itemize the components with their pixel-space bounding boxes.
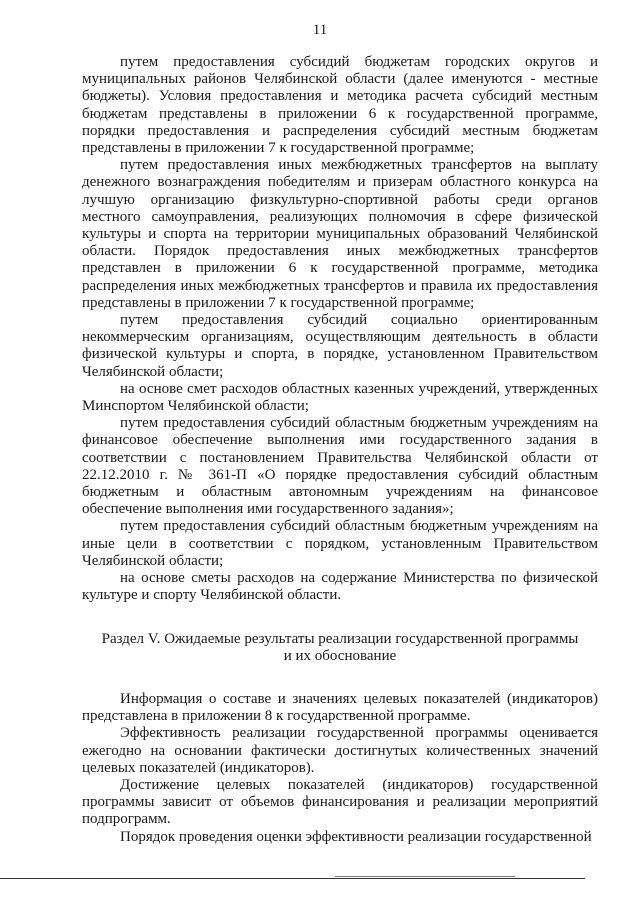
paragraph-nonprofit-subsidies: путем предоставления субсидий социально ориентированным некоммерческим организациям, осуществляющим деятельность в области физической культуры и спорта, в порядке, установленном Правительством Челябинской области; [82,312,598,380]
document-body [82,54,598,846]
section-heading-line-2: и их обоснование [283,647,397,664]
paragraph-indicators-achievement: Достижение целевых показателей (индикаторов) государственной программы зависит от объемов финансирования и реализации мероприятий подпрограмм. [82,776,598,828]
section-heading-line-1: Раздел V. Ожидаемые результаты реализации государственной программы [101,630,579,647]
page-number: 11 [312,22,328,38]
section-heading [82,631,598,665]
paragraph-state-assignment-subsidies: путем предоставления субсидий областным бюджетным учреждениям на финансовое обеспечение выполнения ими государственного задания в соответствии с постановлением Правительства Челябинской области от 22.12.2010 г. № 361-П «О порядке предоставления субсидий областным бюджетным и областным автономным учреждениям на финансовое обеспечение выполнения ими государственного задания»; [82,415,598,518]
footer-divider-short [335,876,515,877]
paragraph-evaluation-procedure: Порядок проведения оценки эффективности реализации государственной [120,828,592,845]
paragraph-indicators-info: Информация о составе и значениях целевых показателей (индикаторов) представлена в приложении 8 к государственной программе. [82,690,598,725]
footer-divider [0,878,585,879]
paragraph-subsidies-local-budgets: путем предоставления субсидий бюджетам городских округов и муниципальных районов Челябинской области (далее именуются - местные бюджеты). Условия предоставления и методика расчета субсидий местным бюджетам представлены в приложении 6 к государственной программе, порядки предоставления и распределения субсидий местным бюджетам представлены в приложении 7 к государственной программе; [82,54,598,157]
paragraph-interbudget-transfers: путем предоставления иных межбюджетных трансфертов на выплату денежного вознаграждения победителям и призерам областного конкурса на лучшую организацию физкультурно-спортивной работы среди органов местного самоуправления, реализующих полномочия в сфере физической культуры и спорта на территории муниципальных образований Челябинской области. Порядок предоставления иных межбюджетных трансфертов представлен в приложении 6 к государственной программе, методика распределения иных межбюджетных трансфертов и правила их предоставления представлены в приложении 7 к государственной программе; [82,157,598,311]
paragraph-other-purpose-subsidies: путем предоставления субсидий областным бюджетным учреждениям на иные цели в соответствии с порядком, установленным Правительством Челябинской области; [82,518,598,569]
paragraph-ministry-maintenance: на основе сметы расходов на содержание Министерства по физической культуре и спорту Челябинской области. [82,570,598,604]
paragraph-state-institutions-estimates: на основе смет расходов областных казенных учреждений, утвержденных Минспортом Челябинской области; [82,380,598,415]
paragraph-efficiency-evaluation: Эффективность реализации государственной программы оценивается ежегодно на основании фактически достигнутых количественных значений целевых показателей (индикаторов). [82,725,598,776]
